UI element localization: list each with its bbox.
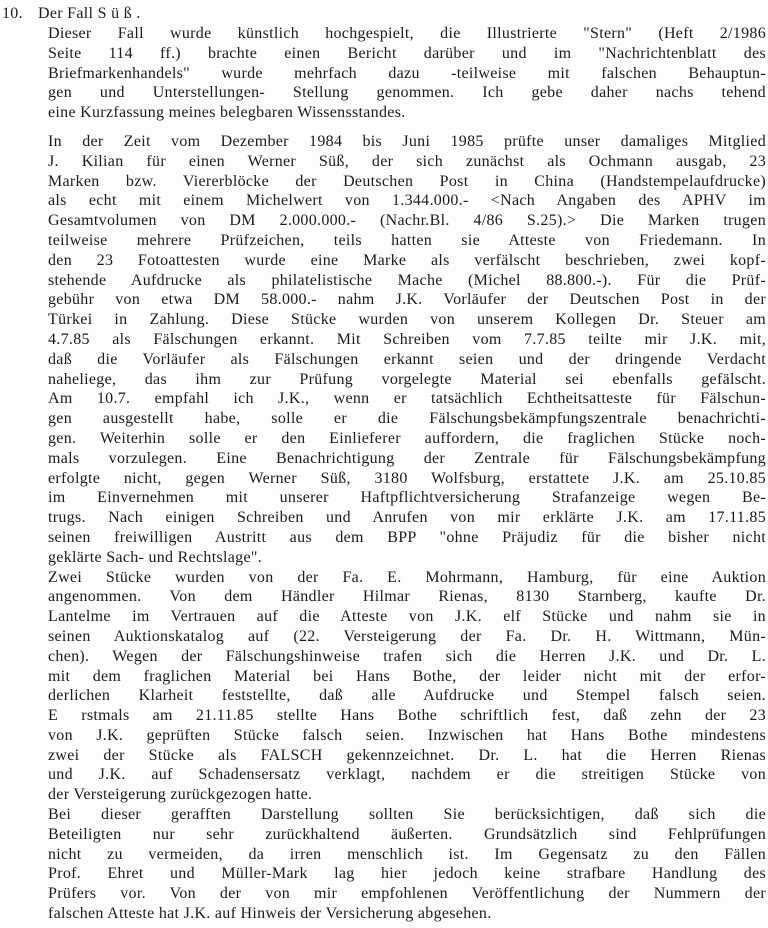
paragraph (48, 24, 766, 123)
text-line: Gesamtvolumen von DM 2.000.000.- (Nachr.Bl. 4/86 S.25).> Die Marken trugen (48, 212, 766, 230)
text-line: Beteiligten nur sehr zurückhaltend äußerten. Grundsätzlich sind Fehlprüfungen (48, 825, 766, 843)
text-line: J. Kilian für einen Werner Süß, der sich zunächst als Ochmann ausgab, 23 (48, 152, 766, 170)
text-line: Marken bzw. Viererblöcke der Deutschen Post in China (Handstempelaufdrucke) (48, 172, 766, 190)
text-line: und J.K. auf Schadensersatz verklagt, nachdem er die streitigen Stücke von (48, 766, 766, 784)
text-line: seinen freiwilligen Austritt aus dem BPP "ohne Präjudiz für die bisher nicht (48, 528, 766, 546)
text-line: eine Kurzfassung meines belegbaren Wissensstandes. (48, 104, 406, 122)
text-line: Am 10.7. empfahl ich J.K., wenn er tatsächlich Echtheitsatteste für Fälschun- (48, 390, 766, 408)
text-line: Prüfers vor. Von der von mir empfohlenen Veröffentlichung der Nummern der (48, 885, 766, 903)
text-line: gebühr von etwa DM 58.000.- nahm J.K. Vorläufer der Deutschen Post in der (48, 291, 766, 309)
paragraph (48, 568, 766, 806)
text-line: Prof. Ehret und Müller-Mark lag hier jedoch keine strafbare Handlung des (48, 865, 766, 883)
text-line: trugs. Nach einigen Schreiben und Anrufen von mir erklärte J.K. am 17.11.85 (48, 509, 766, 527)
section-number: 10. (2, 5, 23, 22)
document-body (48, 24, 766, 924)
text-line: Türkei in Zahlung. Diese Stücke wurden von unserem Kollegen Dr. Steuer am (48, 311, 766, 329)
text-line: stehende Aufdrucke als philatelistische Mache (Michel 88.800.-). Für die Prüf- (48, 271, 766, 289)
text-line: geklärte Sach- und Rechtslage". (48, 548, 262, 566)
text-line: seinen Auktionskatalog auf (22. Versteigerung der Fa. Dr. H. Wittmann, Mün- (48, 627, 766, 645)
text-line: angenommen. Von dem Händler Hilmar Rienas, 8130 Starnberg, kaufte Dr. (48, 588, 766, 606)
text-line: derlichen Klarheit feststellte, daß alle Aufdrucke und Stempel falsch seien. (48, 687, 766, 705)
text-line: In der Zeit vom Dezember 1984 bis Juni 1985 prüfte unser damaliges Mitglied (48, 132, 766, 150)
text-line: den 23 Fotoattesten wurde eine Marke als verfälscht beschrieben, zwei kopf- (48, 251, 766, 269)
text-line: mals vorzulegen. Eine Benachrichtigung der Zentrale für Fälschungsbekämpfung (48, 449, 766, 467)
text-line: gen ausgestellt habe, solle er die Fälschungsbekämpfungszentrale benachrichti- (48, 410, 766, 428)
text-line: im Einvernehmen mit unserer Haftpflichtversicherung Strafanzeige wegen Be- (48, 489, 766, 507)
text-line: Zwei Stücke wurden von der Fa. E. Mohrmann, Hamburg, für eine Auktion (48, 568, 766, 586)
text-line: daß die Vorläufer als Fälschungen erkannt seien und der dringende Verdacht (48, 350, 766, 368)
text-line: gen. Weiterhin solle er den Einlieferer auffordern, die fraglichen Stücke noch- (48, 429, 766, 447)
text-line: erfolgte nicht, gegen Werner Süß, 3180 Wolfsburg, erstattete J.K. am 25.10.85 (48, 469, 766, 487)
text-line: chen). Wegen der Fälschungshinweise trafen sich die Herren J.K. und Dr. L. (48, 647, 766, 665)
text-line: mit dem fraglichen Material bei Hans Bothe, der leider nicht mit der erfor- (48, 667, 766, 685)
text-line: zwei der Stücke als FALSCH gekennzeichnet. Dr. L. hat die Herren Rienas (48, 746, 766, 764)
text-line: Dieser Fall wurde künstlich hochgespielt, die Illustrierte "Stern" (Heft 2/1986 (48, 25, 766, 42)
text-line: falschen Atteste hat J.K. auf Hinweis der Versicherung abgesehen. (48, 905, 492, 923)
text-line: E rstmals am 21.11.85 stellte Hans Bothe schriftlich fest, daß zehn der 23 (48, 707, 766, 725)
paragraph (48, 805, 766, 924)
text-line: Seite 114 ff.) brachte einen Bericht darüber und im "Nachrichtenblatt des (48, 44, 766, 62)
text-line: naheliege, das ihm zur Prüfung vorgelegte Material sei ebenfalls gefälscht. (48, 370, 766, 388)
text-line: 4.7.85 als Fälschungen erkannt. Mit Schreiben vom 7.7.85 teilte mir J.K. mit, (48, 330, 766, 348)
paragraph (48, 132, 766, 568)
text-line: nicht zu vermeiden, da irren menschlich ist. Im Gegensatz zu den Fällen (48, 845, 766, 863)
section-title: Der Fall S ü ß . (38, 5, 141, 22)
text-line: von J.K. geprüften Stücke falsch seien. Inzwischen hat Hans Bothe mindestens (48, 726, 766, 744)
text-line: als echt mit einem Michelwert von 1.344.000.- <Nach Angaben des APHV im (48, 192, 766, 210)
section-heading (2, 3, 766, 24)
text-line: Briefmarkenhandels" wurde mehrfach dazu -teilweise mit falschen Behauptun- (48, 64, 766, 82)
text-line: teilweise mehrere Prüfzeichen, teils hatten sie Atteste von Friedemann. In (48, 231, 766, 249)
text-line: Bei dieser gerafften Darstellung sollten Sie berücksichtigen, daß sich die (48, 806, 766, 824)
text-line: Lantelme im Vertrauen auf die Atteste von J.K. elf Stücke und nahm sie in (48, 608, 766, 626)
text-line: der Versteigerung zurückgezogen hatte. (48, 786, 313, 804)
text-line: gen und Unterstellungen- Stellung genommen. Ich gebe daher nachs tehend (48, 84, 766, 102)
